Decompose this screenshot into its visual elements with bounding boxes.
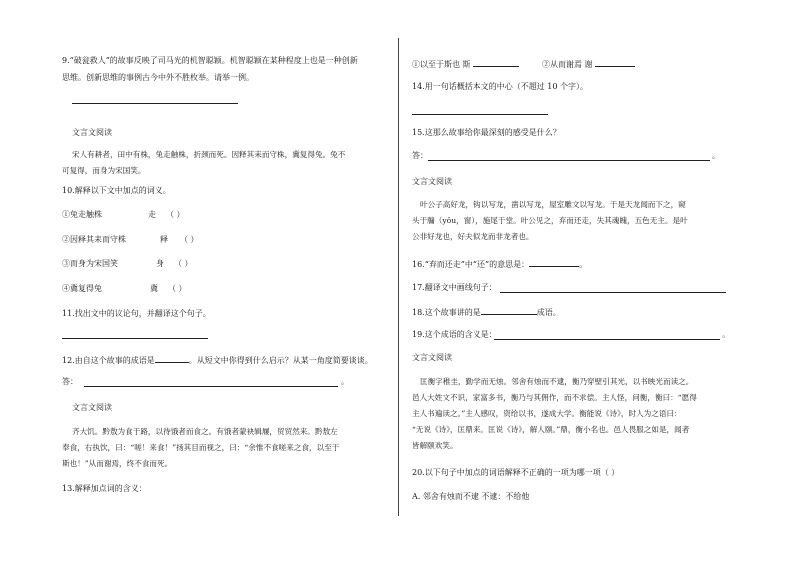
q10-item-2-blank[interactable]: （ ） <box>180 235 199 244</box>
passage-2-line2: 奉食，右执饮，曰：“嗟！来食！”扬其目而视之，曰：“余惟不食嗟来之食，以至于 <box>62 443 340 452</box>
passage-4-line3: 主人书遍读之。”主人感叹，资给以书，遂成大学。衡能说《诗》，时人为之语曰： <box>412 409 682 418</box>
answer-line-q11[interactable] <box>62 338 208 339</box>
passage-2-line3: 斯也！”从而谢焉，终不食而死。 <box>62 459 173 468</box>
question-20: 20.以下句子中加点的词语解释不正确的一项为哪一项（ ） <box>412 468 620 477</box>
section-title-3: 文言文阅读 <box>412 177 452 186</box>
answer-line-q12[interactable] <box>84 386 338 387</box>
question-17: 17.翻译文中画线句子： <box>412 283 497 292</box>
question-12-part1: 12.由自这个故事的成语是 <box>62 356 155 365</box>
passage-3-line1: 叶公子高好龙，钩以写龙，凿以写龙，屋室雕文以写龙。于是天龙闻而下之，窥 <box>420 200 686 209</box>
passage-4-line2: 邑人大姓文不识，家富多书，衡乃与其佣作，而不求偿。主人怪，问衡，衡曰：“愿得 <box>412 393 697 402</box>
column-divider <box>398 38 399 516</box>
answer-label-q15: 答： <box>412 151 428 160</box>
passage-3-line2: 头于牖（yǒu，窗），施尾于堂。叶公见之，弃而还走，失其魂魄，五色无主。是叶 <box>412 216 688 225</box>
q13-item-2-text: ②从而谢焉 谢 <box>542 60 593 69</box>
question-10-title: 10.解释以下文中加点的词义。 <box>62 186 171 195</box>
q10-item-1-word: 走 <box>148 210 156 219</box>
q10-item-4-word: 冀 <box>150 284 158 293</box>
question-16 <box>412 258 587 270</box>
q13-item-2-blank[interactable] <box>595 58 635 67</box>
q10-item-1 <box>62 210 185 220</box>
answer-line-q14[interactable] <box>412 114 548 115</box>
question-16-end: 。 <box>579 260 588 269</box>
passage-1-line2: 可复得，而身为宋国笑。 <box>62 166 146 175</box>
question-18-end: 成语。 <box>536 308 561 317</box>
q10-item-3-word: 身 <box>156 259 164 268</box>
q16-blank[interactable] <box>529 258 579 267</box>
passage-4-line1: 匡衡字稚圭，勤学而无烛。邻舍有烛而不逮，衡乃穿壁引其光，以书映光而读之。 <box>420 377 694 386</box>
q12-blank[interactable] <box>155 354 189 363</box>
question-19: 19.这个成语的含义是： <box>412 330 497 339</box>
question-14: 14.用一句话概括本文的中心（不超过 10 个字）。 <box>412 82 588 91</box>
question-9-line1: 9.“破瓮救人”的故事反映了司马光的机智聪颖。机智聪颖在某种程度上也是一种创新 <box>62 56 358 65</box>
q10-item-3-text: ③而身为宋国笑 <box>62 259 118 268</box>
question-16-text: 16.“弃而还走”中“还”的意思是： <box>412 260 530 269</box>
q10-item-2-text: ②因释其耒而守株 <box>62 235 126 244</box>
question-15: 15.这那么故事给你最深刻的感受是什么？ <box>412 128 561 137</box>
answer-end-q19: 。 <box>722 330 730 339</box>
passage-1-line1: 宋人有耕者，田中有株，兔走触株，折颈而死。因释其耒而守株，冀复得兔。兔不 <box>72 150 346 159</box>
q10-item-3 <box>62 259 193 269</box>
answer-line-q17[interactable] <box>500 292 726 293</box>
answer-line-q15[interactable] <box>428 160 710 161</box>
question-13: 13.解释加点词的含义： <box>62 484 147 493</box>
question-18 <box>412 306 561 318</box>
answer-end-q15: 。 <box>712 151 720 160</box>
passage-2-line1: 齐大饥。黔敖为食于路，以待饿者而食之。有饿者蒙袂辑屦，贸贸然来。黔敖左 <box>72 427 338 436</box>
q13-item-1-text: ①以至于斯也 斯 <box>412 60 471 69</box>
question-11: 11.找出文中的议论句，并翻译这个句子。 <box>62 309 211 318</box>
passage-4-line5: 皆解颐欢笑。 <box>412 441 458 450</box>
question-18-text: 18.这个故事讲的是 <box>412 308 481 317</box>
q10-item-1-blank[interactable]: （ ） <box>166 210 185 219</box>
passage-4-line4: “无说《诗》，匡鼎来。匡说《诗》，解人颐。”鼎，衡小名也。邑人畏服之如是，闻者 <box>412 425 690 434</box>
q13-item-1 <box>412 58 519 70</box>
q10-item-1-text: ①兔走触株 <box>62 210 102 219</box>
answer-end-q12: 。 <box>341 377 349 386</box>
passage-3-line3: 公非好龙也，好夫似龙而非龙者也。 <box>412 232 534 241</box>
question-12-part2: 。从短文中你得到什么启示？从某一角度简要谈谈。 <box>188 356 373 365</box>
q10-item-4-blank[interactable]: （ ） <box>168 284 187 293</box>
answer-line-q9[interactable] <box>72 103 238 104</box>
q13-item-2 <box>542 58 635 70</box>
question-20-option-a: A. 邻舍有烛而不逮 不逮：不给他 <box>412 492 530 501</box>
section-title-4: 文言文阅读 <box>412 353 452 362</box>
section-title-1: 文言文阅读 <box>72 128 112 137</box>
answer-label-q12: 答： <box>62 377 78 386</box>
q10-item-4-text: ④冀复得兔 <box>62 284 102 293</box>
q18-blank[interactable] <box>481 306 537 315</box>
q10-item-4 <box>62 284 187 294</box>
section-title-2: 文言文阅读 <box>72 403 112 412</box>
q10-item-3-blank[interactable]: （ ） <box>174 259 193 268</box>
question-9-line2: 思维。创新思维的事例古今中外不胜枚举。请举一例。 <box>62 73 254 82</box>
q10-item-2-word: 释 <box>160 235 168 244</box>
q13-item-1-blank[interactable] <box>473 58 519 67</box>
question-12 <box>62 354 373 366</box>
answer-line-q19[interactable] <box>494 339 720 340</box>
q10-item-2 <box>62 235 199 245</box>
